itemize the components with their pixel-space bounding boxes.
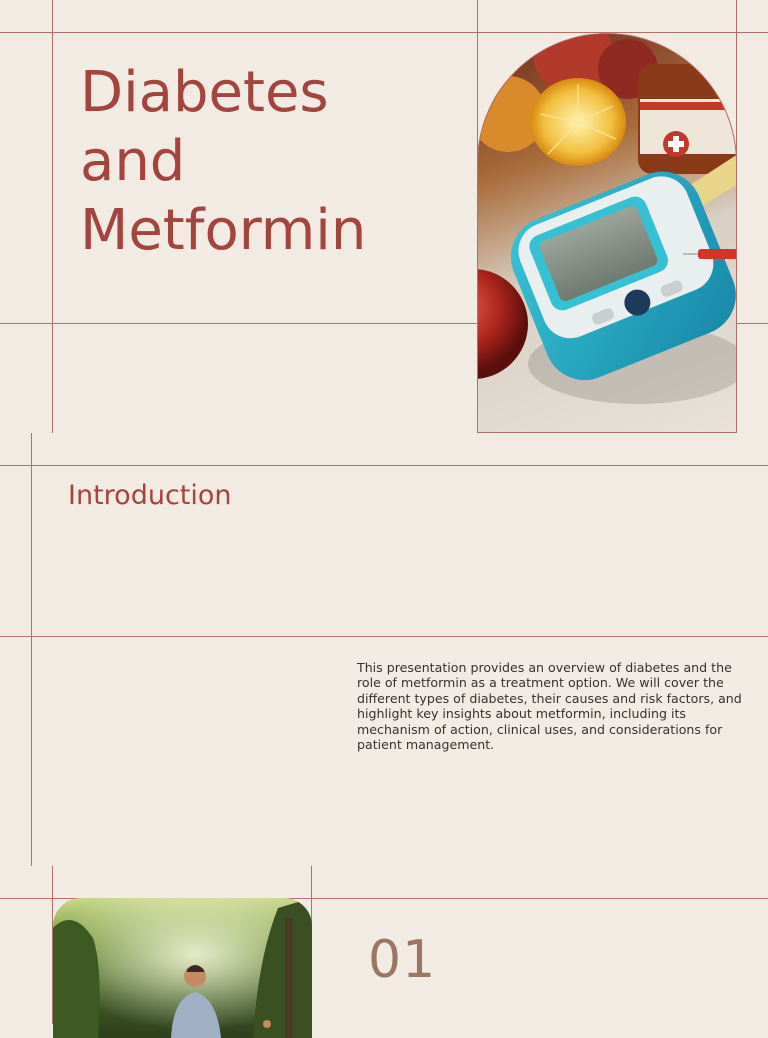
title-line-1: Diabetes: [80, 60, 329, 125]
grid-rule-mid-2: [0, 465, 768, 466]
runner-illustration: [53, 898, 312, 1038]
intro-paragraph: This presentation provides an overview of diabetes and the role of metformin as a treatment option. We will cover the different types of diabetes, their causes and risk factors, and highlight key insights about metformin, including its mechanism of action, clinical uses, and considerations for patient management.: [357, 660, 742, 753]
glucose-meter-photo: [477, 33, 737, 433]
section-number: 01: [368, 930, 437, 990]
title-line-2: and: [80, 129, 186, 194]
glucose-meter-illustration: [478, 34, 737, 433]
section-heading: Introduction: [68, 480, 232, 511]
grid-rule-top: [0, 32, 768, 33]
grid-rule-v-1: [52, 0, 53, 433]
runner-photo: [53, 898, 312, 1038]
title-line-3: Metformin: [80, 198, 367, 263]
grid-rule-v-4: [31, 433, 32, 866]
grid-rule-mid-3: [0, 636, 768, 637]
page-title: [80, 58, 460, 265]
